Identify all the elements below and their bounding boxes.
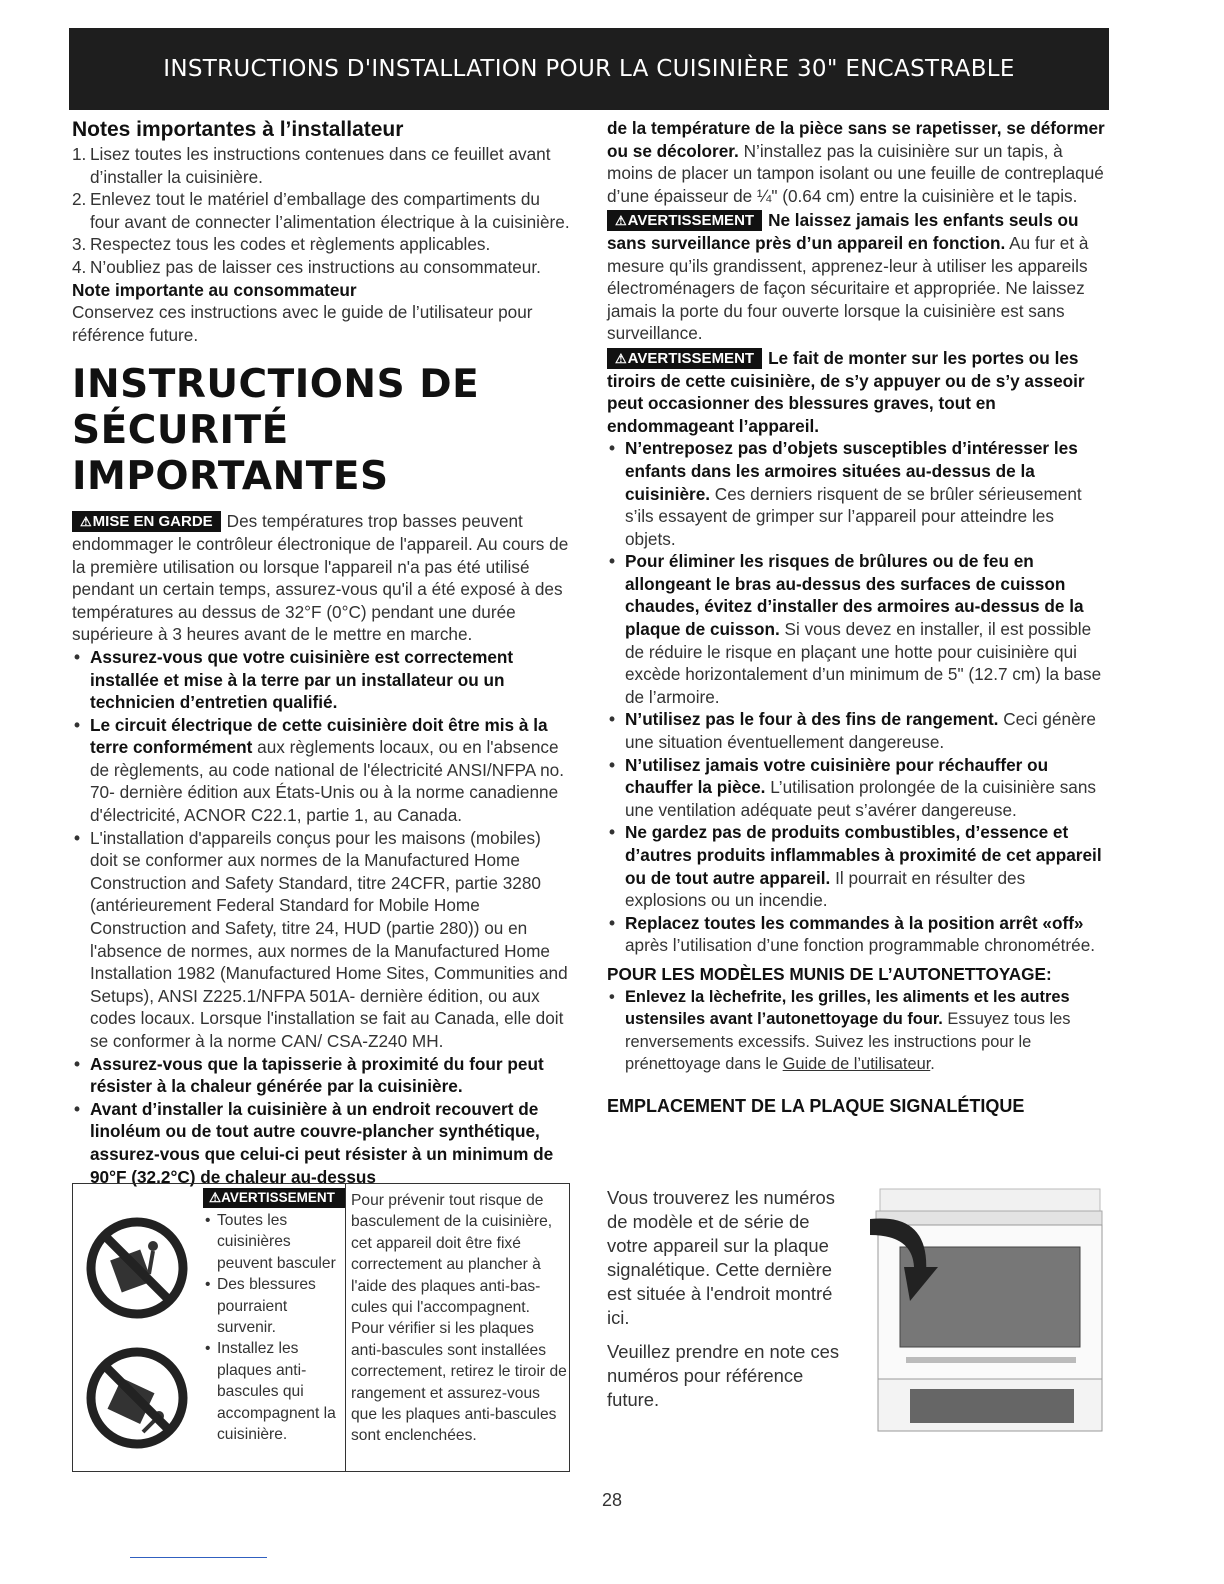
- list-item: • Enlevez la lèchefrite, les grilles, les aliments et les autres ustensiles avant l’autonettoyage du four. Essuyez tous les renversements excessifs. Suivez les instructions pour le prénettoyage dans le Guide de l’utilisateur.: [607, 986, 1107, 1076]
- self-clean-heading: POUR LES MODÈLES MUNIS DE L’AUTONETTOYAGE:: [607, 963, 1052, 984]
- warning-box-text: Pour prévenir tout risque de basculement de la cuisinière, cet appareil doit être fixé correctement au plancher à l'aide des plaques anti-bas-cules qui l'accompagnent. Pour vérifier si les plaques anti-bascules sont installées correctement, retirez le tiroir de rangement et assurez-vous que les plaques anti-bascules sont enclenchées.: [351, 1192, 567, 1445]
- self-clean-list: [607, 986, 1107, 1076]
- list-item: • Des blessures pourraient survenir.: [203, 1274, 345, 1338]
- list-item: 4. N’oubliez pas de laisser ces instructions au consommateur.: [72, 256, 541, 277]
- warning-box-list: [203, 1210, 345, 1445]
- list-item: 1. Lisez toutes les instructions contenues dans ce feuillet avant d’installer la cuisinière.: [72, 144, 551, 187]
- safety-bullets-right: [607, 437, 1107, 957]
- left-column: [72, 117, 572, 1188]
- list-item: • N’utilisez pas le four à des fins de rangement. Ceci génère une situation éventuellement dangereuse.: [607, 708, 1107, 753]
- signage-paragraph: Veuillez prendre en note ces numéros pour référence future.: [607, 1341, 840, 1410]
- notes-heading: Notes importantes à l’installateur: [72, 118, 404, 141]
- list-item: • Ne gardez pas de produits combustibles, d’essence et d’autres produits inflammables à proximité de cet appareil ou de tout autre appareil. Il pourrait en résulter des explosions ou un incendie.: [607, 821, 1107, 911]
- signage-text: [607, 1186, 847, 1412]
- user-guide-link: Guide de l’utilisateur: [782, 1055, 931, 1074]
- footer-rule: [130, 1557, 267, 1558]
- warning-triangle-icon: ⚠: [209, 1190, 222, 1205]
- caution-paragraph: ⚠MISE EN GARDE Des températures trop basses peuvent endommager le contrôleur électronique de l'appareil. Au cours de la première utilisation ou lorsque l'appareil n'a pas été utilisé pendant un certain temps, assurez-vous qu'il a été exposé à des températures au dessus de 32°F (0°C) pendant une durée supérieure à 3 heures avant de le mettre en marche.: [72, 511, 569, 645]
- list-item: • Assurez-vous que la tapisserie à proximité du four peut résister à la chaleur générée par la cuisinière.: [72, 1053, 572, 1098]
- tip-over-pictograms: [77, 1188, 197, 1468]
- page-number: 28: [601, 1490, 623, 1510]
- warning-box-badge: ⚠AVERTISSEMENT: [203, 1188, 345, 1208]
- warning-box-divider: [345, 1184, 346, 1471]
- warning-triangle-icon: ⚠: [615, 213, 627, 229]
- tip-over-warning-icon: [91, 1352, 183, 1444]
- tip-over-warning-box: [72, 1183, 570, 1472]
- signage-heading: EMPLACEMENT DE LA PLAQUE SIGNALÉTIQUE: [607, 1095, 1025, 1116]
- list-item: • L'installation d'appareils conçus pour les maisons (mobiles) doit se conformer aux normes de la Manufactured Home Construction and Safety Standard, titre 24CFR, partie 3280 (antérieurement Federal Standard for Mobile Home Construction and Safety, titre 24, HUD (partie 280)) ou en l'absence de normes, aux normes de la Manufactured Home Installation 1982 (Manufactured Home Sites, Communities and Setups), ANSI Z225.1/NFPA 501A- dernière édition, ou aux codes locaux. Lorsque l'installation se fait au Canada, elle doit se conformer à la norme CAN/ CSA-Z240 MH.: [72, 827, 572, 1053]
- list-item: • Pour éliminer les risques de brûlures ou de feu en allongeant le bras au-dessus des surfaces de cuisson chaudes, évitez d’installer des armoires au-dessus de la plaque de cuisson. Si vous devez en installer, il est possible de réduire le risque en plaçant une hotte pour cuisinière qui excède horizontalement d’un minimum de 5" (12.7 cm) la base de l’armoire.: [607, 550, 1107, 708]
- tip-over-warning-icon: [91, 1222, 183, 1314]
- warning-box-bullets: [203, 1184, 345, 1445]
- range-icon: [876, 1189, 1102, 1431]
- warning-badge: ⚠AVERTISSEMENT: [607, 348, 762, 369]
- warning-triangle-icon: ⚠: [615, 350, 627, 366]
- list-item: • Installez les plaques anti-bascules qui accompagnent la cuisinière.: [203, 1338, 345, 1445]
- list-item: • Assurez-vous que votre cuisinière est correctement installée et mise à la terre par un installateur ou un technicien d’entretien qualifié.: [72, 646, 572, 714]
- consumer-heading: Note importante au consommateur: [72, 279, 357, 300]
- children-warning: ⚠AVERTISSEMENT Ne laissez jamais les enfants seuls ou sans surveillance près d’un appareil en fonction. Au fur et à mesure qu’ils grandissent, apprenez-leur à utiliser les appareils électroménagers de façon sécuritaire et appropriée. Ne laissez jamais la porte du four ouverte lorsque la cuisinière est sans surveillance.: [607, 210, 1089, 344]
- list-item: • N’utilisez jamais votre cuisinière pour réchauffer ou chauffer la pièce. L’utilisation prolongée de la cuisinière sans une ventilation adéquate peut s’avérer dangereuse.: [607, 754, 1107, 822]
- range-illustration: [870, 1183, 1104, 1435]
- safety-bullets-left: [72, 646, 572, 1188]
- warning-badge: ⚠AVERTISSEMENT: [607, 210, 762, 231]
- list-item: • Le circuit électrique de cette cuisinière doit être mis à la terre conformément aux règlements locaux, ou en l'absence de règlements, au code national de l'électricité ANSI/NFPA no. 70- dernière édition aux États-Unis ou à la norme canadienne d'électricité, ACNOR C22.1, partie 1, au Canada.: [72, 714, 572, 827]
- list-item: • Avant d’installer la cuisinière à un endroit recouvert de linoléum ou de tout autre couvre-plancher synthétique, assurez-vous que celui-ci peut résister à un minimum de 90°F (32.2°C) de chaleur au-dessus: [72, 1098, 572, 1188]
- climbing-warning: ⚠AVERTISSEMENT Le fait de monter sur les portes ou les tiroirs de cette cuisinière, de s’y appuyer ou de s’y asseoir peut occasionner des blessures graves, tout en endommageant l’appareil.: [607, 347, 1085, 436]
- right-column: [607, 117, 1107, 1131]
- list-item: 2. Enlevez tout le matériel d’emballage des compartiments du four avant de connecter l’alimentation électrique à la cuisinière.: [72, 189, 570, 232]
- page-banner: INSTRUCTIONS D'INSTALLATION POUR LA CUISINIÈRE 30" ENCASTRABLE: [69, 28, 1109, 110]
- list-item: • Replacez toutes les commandes à la position arrêt «off» après l’utilisation d’une fonction programmable chronométrée.: [607, 912, 1107, 957]
- safety-title: INSTRUCTIONS DE SÉCURITÉ IMPORTANTES: [72, 362, 480, 500]
- floor-paragraph: de la température de la pièce sans se rapetisser, se déformer ou se décolorer. N’installez pas la cuisinière sur un tapis, à moins de placer un tampon isolant ou une feuille de contreplaqué d’une épaisseur de ¼" (0.64 cm) entre la cuisinière et le tapis.: [607, 118, 1105, 206]
- notes-list: [72, 143, 572, 279]
- warning-triangle-icon: ⚠: [80, 514, 92, 530]
- signage-paragraph: Vous trouverez les numéros de modèle et de série de votre appareil sur la plaque signalétique. Cette dernière est située à l'endroit montré ici.: [607, 1187, 835, 1328]
- list-item: • N’entreposez pas d’objets susceptibles d’intéresser les enfants dans les armoires situées au-dessus de la cuisinière. Ces derniers risquent de se brûler sérieusement s’ils essayent de grimper sur l’appareil pour atteindre les objets.: [607, 437, 1107, 550]
- list-item: • Toutes les cuisinières peuvent basculer: [203, 1210, 345, 1274]
- consumer-text: Conservez ces instructions avec le guide de l’utilisateur pour référence future.: [72, 302, 533, 345]
- caution-badge: ⚠MISE EN GARDE: [72, 511, 221, 532]
- list-item: 3. Respectez tous les codes et règlements applicables.: [72, 234, 491, 255]
